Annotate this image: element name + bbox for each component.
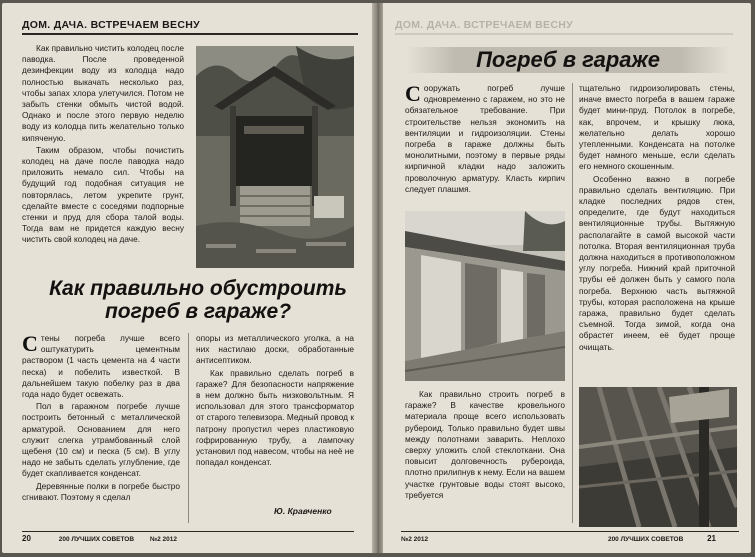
well-paragraph: Как правильно чистить колодец после паводка. После проведенной дезинфекции воду из колодца надо полностью выкачать несколько раз, чтобы запах хлора улетучился. Потом не забыть стенки обмыть чистой водой. Однако и после этого первую неделю воду из колодца пить желательно только кипяченую. — [22, 43, 184, 143]
article-paragraph: Как правильно строить погреб в гараже? В качестве кровельного материала проще всего использовать рубероид. Только правильно будет швы между полотнами заварить. Неплохо сверху уложить слой стеклоткани. Она повысит долговечность рубероида, плотно прилипнув к нему. Если на вашем участке грунтовые воды стоят высоко, требуется — [405, 389, 565, 500]
author-signature: Ю. Кравченко — [274, 506, 332, 516]
publication-name: 200 ЛУЧШИХ СОВЕТОВ — [58, 536, 135, 543]
left-page — [2, 3, 372, 553]
page-number: 20 — [22, 534, 31, 543]
article-paragraph: Как правильно сделать погреб в гараже? Для безопасности напряжение в нем должно быть низковольтным. Я использовал для этого трансформатор от старого телевизора. Медный провод к патрону пропустил через пластиковую гофрированную трубу, а лампочку установил под навесом, чтобы на неё не попадал конденсат. — [196, 367, 354, 468]
column-divider — [572, 83, 573, 523]
article-paragraph: Особенно важно в погребе правильно сделать вентиляцию. При кладке последних рядов стен, определите, где будут находиться вентиляционные трубы. Вытяжную располагайте в самой высокой части потолка. Вторая вентиляционная труба должна находиться в противоположном углу погреба. Нижний край приточной трубы её должен быть у самого пола погреба. Верхнюю часть вытяжной трубы, которая расположена на крыше гаража, правильно будет сделать съемной. Тогда зимой, когда она обрастет инеем, её будет проще очищать. — [579, 173, 735, 352]
publication-name: 200 ЛУЧШИХ СОВЕТОВ — [607, 536, 684, 543]
issue-number: №2 2012 — [401, 536, 429, 543]
right-page — [383, 3, 751, 553]
column-divider — [188, 333, 189, 523]
article-column-1-bottom — [405, 389, 565, 502]
article-paragraph: Деревянные полки в погребе быстро сгнивают. Поэтому я сделал — [22, 480, 180, 502]
article-paragraph: опоры из металлического уголка, а на них настилаю доски, обработанные антисептиком. — [196, 333, 354, 366]
dropcap-letter: С — [22, 331, 38, 356]
well-paragraph: Таким образом, чтобы почистить колодец на даче после паводка надо приложить немало сил. Чтобы на будущий год подобная ситуация не повторялась, летом укрепите грунт, сделайте вместе с соседями подпорные стенки и пруд для сбора талой воды. Тогда вам не придется каждую весну чистить свой колодец на даче. — [22, 144, 184, 245]
section-header: ДОМ. ДАЧА. ВСТРЕЧАЕМ ВЕСНУ — [22, 17, 358, 35]
section-header-faded: ДОМ. ДАЧА. ВСТРЕЧАЕМ ВЕСНУ — [395, 17, 733, 35]
article-column-1 — [22, 333, 180, 504]
article-paragraph: тщательно гидроизолировать стены, иначе вместо погреба в вашем гараже будет мини-пруд. Потолок в погребе, как, впрочем, и крышку люка, желательно делать хорошо утепленными. Конденсата на потолке будет намного меньше, если сделать его немного скошенным. — [579, 83, 735, 172]
page-footer — [401, 531, 739, 543]
article-headline: Погреб в гараже — [407, 47, 729, 73]
article-column-2 — [579, 83, 735, 354]
dropcap-letter: С — [405, 81, 421, 106]
issue-number: №2 2012 — [149, 536, 178, 543]
book-gutter — [372, 3, 383, 553]
garage-photo — [405, 211, 565, 381]
cellar-photo — [579, 387, 737, 527]
article-paragraph: ооружать погреб лучше одновременно с гаражем, но это не обязательное требование. При строительстве нельзя экономить на вентиляции и гидроизоляции. Стены погреба в гараже должны быть монолитными, поэтому в первые ряды кирпичной кладки надо заложить проволочную арматуру. Класть кирпич следует плашмя. — [405, 83, 565, 194]
article-headline: Как правильно обустроить погреб в гараже? — [49, 277, 347, 323]
page-footer — [22, 531, 354, 543]
article-paragraph: тены погреба лучше всего оштукатурить цементным раствором (1 часть цемента на 4 части песка) и побелить известкой. В дальнейшем такую побелку раз в два года надо будет освежать. — [22, 333, 180, 400]
well-photo — [196, 46, 354, 268]
well-article-text — [22, 43, 184, 247]
article-column-1-top — [405, 83, 565, 196]
article-column-2 — [196, 333, 354, 469]
page-number: 21 — [707, 534, 717, 543]
article-paragraph: Пол в гаражном погребе лучше построить бетонный с металлической арматурой. Основанием для него служит слегка утрамбованный слой щебеня (10 см) и песка (5 см). В углу надо не забыть сделать углубление, где будет скапливается конденсат. — [22, 401, 180, 479]
